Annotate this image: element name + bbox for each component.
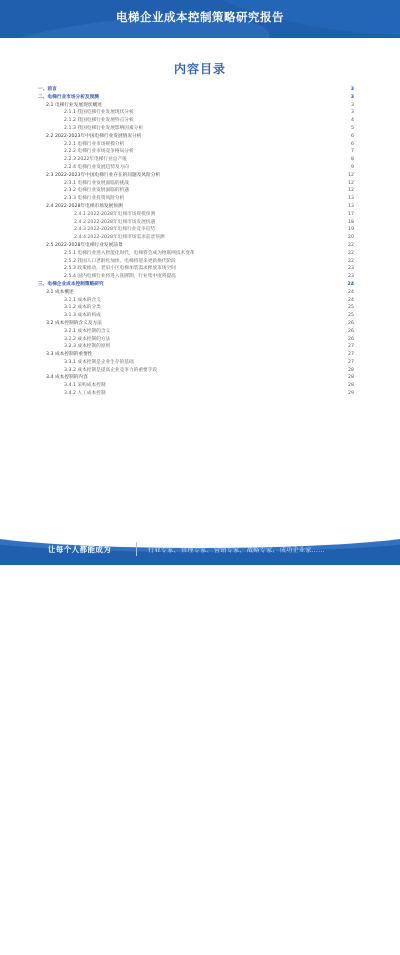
table-of-contents [34, 86, 354, 398]
toc-entry-page: 22 [348, 242, 354, 248]
toc-entry[interactable] [34, 343, 354, 351]
toc-entry-page: 24 [348, 289, 354, 295]
footer-role: 行业专家、 [148, 547, 180, 554]
toc-entry-title: 2.3.1 电梯行业发展面临的挑战 [64, 180, 129, 186]
toc-entry-page: 24 [348, 297, 354, 303]
toc-entry-page: 26 [348, 328, 354, 334]
toc-entry[interactable] [34, 172, 354, 180]
footer-banner [0, 534, 400, 565]
toc-entry-page: 23 [348, 266, 354, 272]
toc-entry-title: 2.2 2022-2023年中国电梯行业发展情况分析 [46, 133, 142, 139]
toc-entry-title: 3.3 成本控制的重要性 [46, 352, 93, 358]
toc-entry[interactable] [34, 273, 354, 281]
toc-entry-title: 2.4.3 2022-2028年电梯行业竞争趋势 [74, 227, 156, 233]
toc-entry[interactable] [34, 382, 354, 390]
footer-role: 营销专家、 [213, 547, 246, 554]
toc-entry-page: 13 [348, 196, 354, 202]
toc-entry-page: 28 [348, 367, 354, 373]
toc-entry-page: 18 [348, 219, 354, 225]
toc-entry-page: 13 [348, 203, 354, 209]
toc-entry-page: 28 [348, 375, 354, 381]
toc-entry-page: 3 [350, 94, 354, 100]
toc-entry-page: 5 [351, 125, 354, 131]
toc-entry-page: 17 [348, 211, 354, 217]
footer-role: 管理专家、 [180, 547, 213, 554]
toc-entry-title: 2.3.2 电梯行业发展面临的机遇 [64, 188, 129, 194]
toc-entry-title: 2.5.1 电梯行业进入智能化时代，电梯将会成为物联网技术变革 [64, 250, 195, 256]
toc-entry[interactable] [34, 86, 354, 94]
toc-entry-title: 3.1.3 成本的构成 [64, 313, 101, 319]
toc-entry-page: 12 [348, 188, 354, 194]
toc-entry-page: 25 [348, 313, 354, 319]
toc-entry-title: 3.1.2 成本的分类 [64, 305, 101, 311]
toc-entry-title: 2.5.3 政策推动，老旧小区电梯加装需求释放市场空间 [64, 266, 176, 272]
toc-entry[interactable] [34, 328, 354, 336]
toc-entry-title: 3.1.1 成本的含义 [64, 297, 101, 303]
toc-entry-title: 2.4.2 2022-2028年电梯市场发展机遇 [74, 219, 156, 225]
toc-entry[interactable] [34, 156, 354, 164]
toc-entry-page: 6 [351, 141, 354, 147]
toc-entry-title: 3.4.1 采购成本控制 [64, 383, 106, 389]
toc-entry[interactable] [34, 312, 354, 320]
toc-entry-title: 3.2 成本控制的含义及方法 [46, 320, 102, 326]
toc-entry-title: 2.4.1 2022-2028年电梯市场规模预测 [74, 211, 156, 217]
toc-entry-title: 3.2.1 成本控制的含义 [64, 328, 111, 334]
footer-slogan: 让每个人都能成为 [48, 545, 112, 554]
toc-entry-page: 19 [348, 227, 354, 233]
toc-entry[interactable] [34, 359, 354, 367]
toc-entry-page: 26 [348, 336, 354, 342]
toc-entry-page: 12 [348, 172, 354, 178]
toc-entry-title: 2.2.4 电梯行业发展趋势及方向 [64, 164, 129, 170]
toc-entry-page: 3 [350, 87, 354, 92]
toc-entry[interactable] [34, 351, 354, 359]
toc-entry-title: 3.3.1 成本控制是企业生存的基础 [64, 359, 134, 365]
toc-entry-page: 3 [351, 102, 354, 108]
toc-entry[interactable] [34, 242, 354, 250]
toc-entry-title: 2.5.2 我国人口老龄化加快，电梯将迎来更新换代阶段 [64, 258, 176, 264]
toc-entry-title: 3.3.2 成本控制是提高企业竞争力的重要手段 [64, 367, 158, 373]
toc-entry-page: 7 [351, 149, 354, 155]
toc-entry[interactable] [34, 94, 354, 102]
toc-entry-title: 2.1 电梯行业发展现状概述 [46, 102, 102, 108]
toc-entry[interactable] [34, 281, 354, 289]
toc-entry-page: 22 [348, 258, 354, 264]
toc-entry[interactable] [34, 320, 354, 328]
toc-entry-title: 2.2.3 2022年电梯行业总产值 [64, 157, 127, 163]
report-title: 电梯企业成本控制策略研究报告 [116, 10, 284, 24]
toc-entry[interactable] [34, 390, 354, 398]
toc-entry[interactable] [34, 195, 354, 203]
footer-role: 成功企业家…… [279, 547, 325, 554]
toc-entry[interactable] [34, 304, 354, 312]
toc-entry-title: 三、电梯企业成本控制策略研究 [38, 281, 104, 287]
toc-entry-page: 3 [351, 110, 354, 116]
toc-entry-page: 20 [348, 235, 354, 241]
footer-divider [136, 542, 137, 556]
toc-entry[interactable] [34, 148, 354, 156]
toc-entry[interactable] [34, 133, 354, 141]
toc-entry[interactable] [34, 374, 354, 382]
toc-entry-title: 二、电梯行业市场分析及预测 [38, 94, 99, 100]
toc-entry-page: 29 [348, 391, 354, 397]
toc-entry-title: 2.5.4 国内电梯行业将进入洗牌期，行业集中度将提高 [64, 274, 176, 280]
toc-entry-page: 24 [347, 281, 354, 287]
toc-entry-page: 26 [348, 320, 354, 326]
toc-entry[interactable] [34, 203, 354, 211]
toc-entry[interactable] [34, 219, 354, 227]
toc-entry[interactable] [34, 367, 354, 375]
toc-entry[interactable] [34, 109, 354, 117]
toc-entry-page: 8 [351, 157, 354, 163]
toc-entry[interactable] [34, 250, 354, 258]
footer-role: 战略专家、 [246, 547, 279, 554]
toc-entry-title: 2.2.2 电梯行业市场竞争格局分析 [64, 149, 134, 155]
toc-entry-page: 9 [351, 164, 354, 170]
header-banner [0, 0, 400, 38]
toc-entry-page: 28 [348, 383, 354, 389]
toc-entry-page: 22 [348, 250, 354, 256]
toc-entry[interactable] [34, 117, 354, 125]
toc-entry[interactable] [34, 226, 354, 234]
toc-entry[interactable] [34, 297, 354, 305]
toc-entry-page: 23 [348, 274, 354, 280]
toc-entry-title: 2.2.1 电梯行业市场规模分析 [64, 141, 125, 147]
footer-roles [148, 545, 325, 554]
toc-entry-page: 4 [351, 118, 354, 124]
toc-entry[interactable] [34, 164, 354, 172]
toc-entry-title: 2.5 2022-2028年电梯行业发展前景 [46, 242, 123, 248]
toc-entry-page: 27 [348, 359, 354, 365]
toc-entry-title: 3.1 成本概述 [46, 289, 74, 295]
toc-entry[interactable] [34, 211, 354, 219]
toc-entry[interactable] [34, 258, 354, 266]
toc-entry-title: 3.4 成本控制的内容 [46, 375, 88, 381]
toc-heading: 内容目录 [173, 62, 226, 76]
toc-entry-title: 2.1.2 我国电梯行业发展特点分析 [64, 118, 134, 124]
toc-entry-page: 25 [348, 305, 354, 311]
toc-entry-title: 2.1.3 我国电梯行业发展影响因素分析 [64, 125, 144, 131]
toc-entry[interactable] [34, 102, 354, 110]
toc-entry-title: 2.1.1 我国电梯行业发展现状分析 [64, 110, 134, 116]
toc-entry-title: 2.3 2022-2023年中国电梯行业存在的问题及风险分析 [46, 172, 161, 178]
toc-entry[interactable] [34, 336, 354, 344]
toc-entry[interactable] [34, 234, 354, 242]
toc-entry[interactable] [34, 265, 354, 273]
toc-entry[interactable] [34, 187, 354, 195]
toc-entry-title: 2.4 2022-2028年电梯市场发展预测 [46, 203, 123, 209]
toc-entry-page: 12 [348, 180, 354, 186]
toc-entry[interactable] [34, 180, 354, 188]
toc-entry[interactable] [34, 289, 354, 297]
toc-entry-title: 2.3.3 电梯行业投资风险分析 [64, 196, 125, 202]
toc-entry-title: 3.4.2 人工成本控制 [64, 391, 106, 397]
toc-entry-title: 3.2.3 成本控制的原则 [64, 344, 111, 350]
toc-entry-title: 3.2.2 成本控制的方法 [64, 336, 111, 342]
toc-entry-title: 一、前言 [38, 87, 57, 92]
toc-entry[interactable] [34, 125, 354, 133]
toc-entry-page: 6 [351, 133, 354, 139]
toc-entry-page: 27 [348, 352, 354, 358]
toc-entry-title: 2.4.4 2022-2028年电梯市场需求前景预测 [74, 235, 165, 241]
toc-entry-page: 27 [348, 344, 354, 350]
toc-entry[interactable] [34, 141, 354, 149]
